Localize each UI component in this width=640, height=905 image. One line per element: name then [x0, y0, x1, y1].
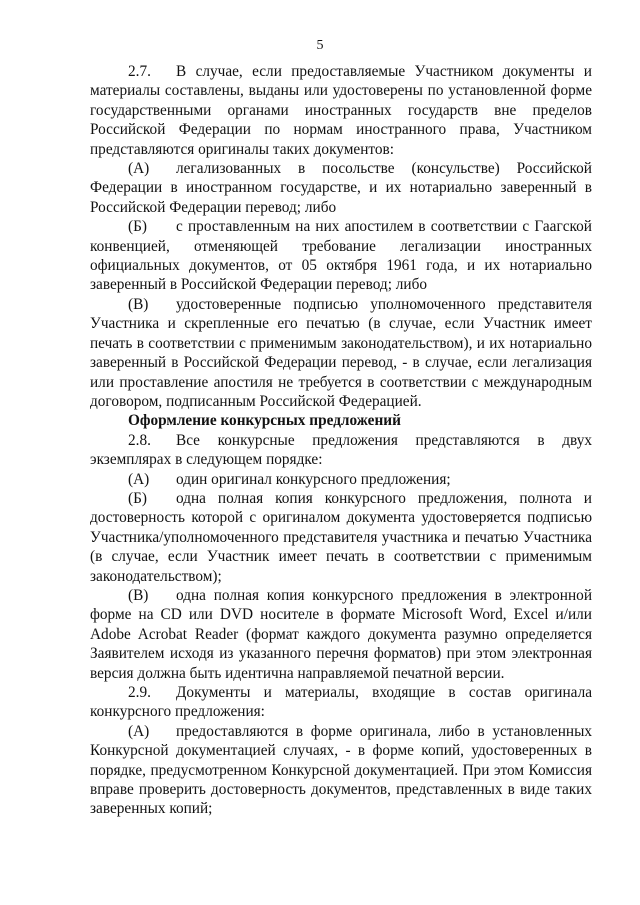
paragraph-text: В случае, если предоставляемые Участником документы и материалы составлены, выданы или удостоверены по установленной форме государственными органами иностранных государств вне пределов Российской Федерации по нормам иностранного права, Участником представляются оригиналы таких документов:	[90, 63, 592, 158]
paragraph-number: (Б)	[128, 218, 147, 236]
paragraph-text: одна полная копия конкурсного предложения, полнота и достоверность которой с оригиналом документа удостоверяется подписью Участника/уполномоченного представителя участника и печатью Участника (в случае, если Участник имеет печать в соответствии с применимым законодательством);	[90, 489, 592, 585]
paragraph-text: удостоверенные подписью уполномоченного представителя Участника и скрепленные его печатью (в случае, если Участник имеет печать в соответствии с применимым законодательством), и их нотариально заверенный в Российской Федерации перевод, - в случае, если легализация или проставление апостиля не требуется в соответствии с международным договором, подписанным Российской Федерацией.	[90, 295, 592, 410]
paragraph-2-8-b	[90, 489, 592, 586]
paragraph-number: (А)	[128, 722, 150, 740]
paragraph-2-7	[90, 62, 592, 159]
paragraph-text: Документы и материалы, входящие в состав оригинала конкурсного предложения:	[90, 684, 592, 721]
section-heading: Оформление конкурсных предложений	[128, 412, 401, 430]
paragraph-text: одна полная копия конкурсного предложения в электронной форме на CD или DVD носителе в формате Microsoft Word, Excel и/или Adobe Acrobat Reader (формат каждого документа разумно определяется Заявителем исходя из указанного перечня форматов) при этом электронная версия должна быть идентична направляемой печатной версии.	[90, 586, 592, 682]
paragraph-number: (А)	[128, 160, 150, 178]
paragraph-2-8-a	[90, 470, 592, 489]
document-body	[90, 62, 592, 819]
paragraph-2-9-a	[90, 722, 592, 819]
paragraph-number: (В)	[128, 295, 149, 313]
paragraph-2-7-c	[90, 295, 592, 411]
paragraph-number: 2.7.	[128, 63, 151, 80]
paragraph-number: 2.8.	[128, 431, 151, 449]
paragraph-text: с проставленным на них апостилем в соответствии с Гаагской конвенцией, отменяющей требование легализации иностранных официальных документов, от 05 октября 1961 года, и их нотариально заверенный в Российской Федерации перевод; либо	[90, 218, 592, 294]
paragraph-text: легализованных в посольстве (консульстве) Российской Федерации в иностранном государстве, и их нотариально заверенный в Российской Федерации перевод; либо	[90, 160, 592, 216]
paragraph-number: (Б)	[128, 489, 147, 507]
paragraph-2-7-a	[90, 159, 592, 217]
paragraph-number: 2.9.	[128, 684, 151, 701]
paragraph-2-7-b	[90, 217, 592, 295]
paragraph-2-9	[90, 683, 592, 722]
paragraph-number: (А)	[128, 470, 150, 488]
page-number: 5	[316, 38, 324, 53]
paragraph-2-8-c	[90, 586, 592, 683]
paragraph-number: (В)	[128, 586, 149, 604]
paragraph-2-8	[90, 431, 592, 470]
paragraph-text: один оригинал конкурсного предложения;	[176, 470, 451, 488]
paragraph-text: Все конкурсные предложения представляются в двух экземплярах в следующем порядке:	[90, 431, 592, 469]
paragraph-text: предоставляются в форме оригинала, либо в установленных Конкурсной документацией случаях, - в форме копий, удостоверенных в порядке, предусмотренном Конкурсной документацией. При этом Комиссия вправе проверить достоверность документов, представленных в виде таких заверенных копий;	[90, 722, 592, 818]
